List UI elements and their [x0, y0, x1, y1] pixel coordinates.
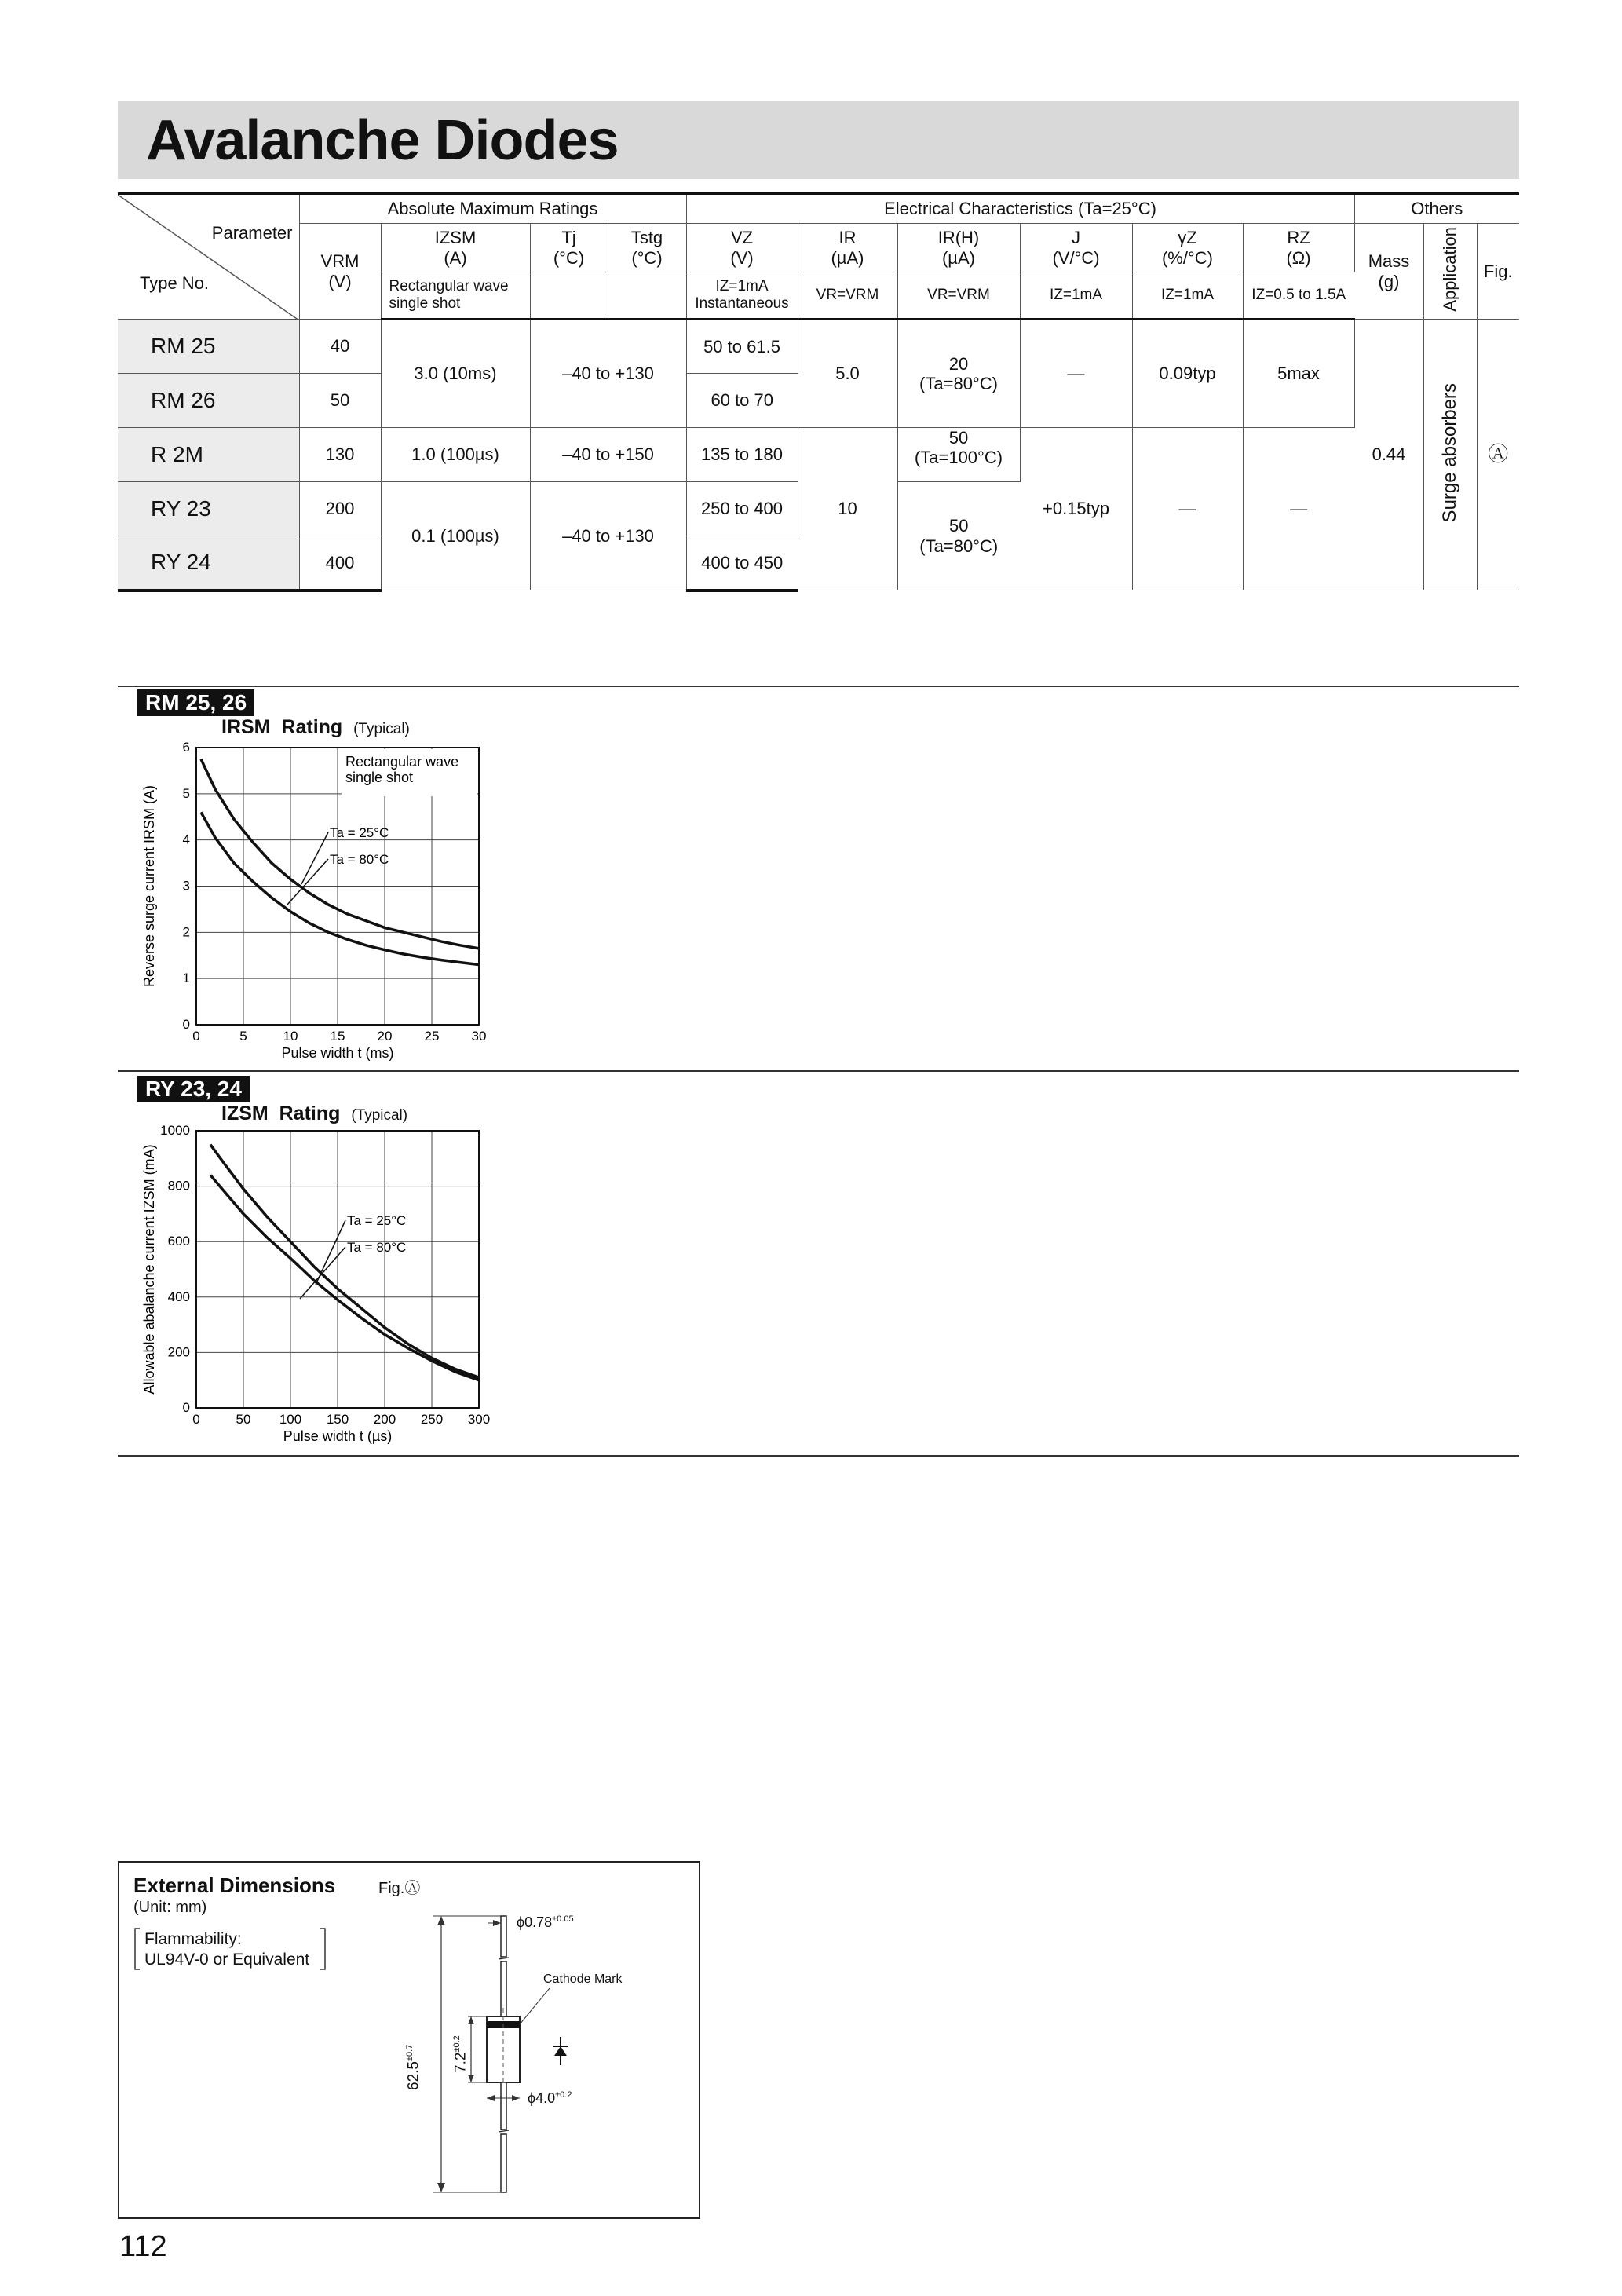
chart-izsm [133, 1113, 573, 1459]
y-tick-label: 5 [182, 785, 190, 801]
izsm-cell: 1.0 (100µs) [381, 428, 530, 482]
irh-condition: VR=VRM [897, 272, 1020, 320]
gz-cell: — [1132, 428, 1243, 590]
abs-max-header: Absolute Maximum Ratings [299, 194, 686, 224]
vz-cell: 135 to 180 [686, 428, 798, 482]
gz-cell: 0.09typ [1132, 320, 1243, 428]
total-length-label: $62.5^{\pm 0.7}$ [405, 2044, 422, 2090]
type-cell: RY 23 [118, 482, 299, 536]
cathode-mark-label: Cathode Mark [543, 1972, 623, 1986]
y-tick-label: 800 [167, 1178, 190, 1194]
arrow-down-icon [437, 2183, 445, 2192]
elec-char-header: Electrical Characteristics (Ta=25°C) [686, 194, 1354, 224]
j-condition: IZ=1mA [1020, 272, 1132, 320]
vrm-cell: 400 [299, 536, 381, 590]
legend-label: Ta = 25°C [347, 1213, 407, 1228]
arrow-up-icon [437, 1916, 445, 1925]
series-line-2 [210, 1175, 479, 1380]
title-bar [118, 101, 1519, 179]
mass-header: Mass (g) [1354, 224, 1423, 320]
external-dimensions-box [118, 1861, 700, 2219]
irh-cell: 20 (Ta=80°C) [897, 320, 1020, 428]
tj-tstg-cell: –40 to +150 [530, 428, 686, 482]
vz-cell: 50 to 61.5 [686, 320, 798, 374]
j-cell: +0.15typ [1020, 428, 1132, 590]
tstg-condition [608, 272, 686, 320]
j-header: J (V/°C) [1020, 224, 1132, 272]
chart-badge-rm: RM 25, 26 [137, 689, 254, 716]
gz-header: γZ (%/°C) [1132, 224, 1243, 272]
x-tick-label: 300 [467, 1412, 491, 1427]
section-divider [118, 686, 1519, 687]
fig-label: Fig.Ⓐ [378, 1880, 421, 1897]
param-type-corner [118, 194, 299, 320]
y-tick-label: 200 [167, 1344, 190, 1360]
izsm-cell: 3.0 (10ms) [381, 320, 530, 428]
type-cell: R 2M [118, 428, 299, 482]
type-cell: RM 26 [118, 374, 299, 428]
izsm-cell: 0.1 (100µs) [381, 482, 530, 590]
vrm-cell: 200 [299, 482, 381, 536]
y-tick-label: 4 [182, 832, 190, 847]
x-tick-label: 20 [377, 1029, 393, 1044]
izsm-header: IZSM (A) [381, 224, 530, 272]
type-cell: RY 24 [118, 536, 299, 590]
y-tick-label: 600 [167, 1234, 190, 1249]
type-cell: RM 25 [118, 320, 299, 374]
irh-cell: 50 (Ta=80°C) [897, 482, 1020, 590]
x-tick-label: 25 [424, 1029, 440, 1044]
parameter-label: Parameter [211, 223, 293, 243]
diode-symbol-icon [553, 2037, 568, 2065]
tstg-header: Tstg (°C) [608, 224, 686, 272]
x-tick-label: 10 [283, 1029, 298, 1044]
legend-label: Ta = 80°C [347, 1240, 407, 1255]
x-tick-label: 250 [420, 1412, 444, 1427]
page-number: 112 [119, 2230, 167, 2263]
chart-title-rm: IRSM Rating (Typical) [221, 716, 410, 738]
x-tick-label: 0 [192, 1412, 200, 1427]
chart-irsm [133, 730, 573, 1076]
x-tick-label: 15 [330, 1029, 345, 1044]
vrm-cell: 50 [299, 374, 381, 428]
tj-header: Tj (°C) [530, 224, 608, 272]
rz-header: RZ (Ω) [1243, 224, 1354, 272]
application-cell: Surge absorbers [1423, 320, 1477, 590]
chart-badge-ry: RY 23, 24 [137, 1076, 250, 1102]
y-tick-label: 1 [182, 971, 190, 986]
x-tick-label: 50 [236, 1412, 251, 1427]
legend-label: Ta = 80°C [330, 852, 389, 867]
ir-cell: 10 [798, 428, 897, 590]
x-tick-label: 0 [192, 1029, 200, 1044]
dims-heading: External Dimensions [133, 1874, 336, 1897]
chart-note: single shot [345, 770, 414, 785]
vrm-cell: 40 [299, 320, 381, 374]
j-cell: — [1020, 320, 1132, 428]
legend-label: Ta = 25°C [330, 825, 389, 840]
y-tick-label: 1000 [160, 1123, 190, 1138]
vrm-cell: 130 [299, 428, 381, 482]
x-tick-label: 5 [239, 1029, 247, 1044]
chart-title-ry: IZSM Rating (Typical) [221, 1102, 408, 1124]
y-axis-label: Reverse surge current IRSM (A) [141, 784, 157, 988]
rz-condition: IZ=0.5 to 1.5A [1243, 272, 1354, 320]
vz-cell: 250 to 400 [686, 482, 798, 536]
dims-unit: (Unit: mm) [133, 1899, 207, 1916]
flam-line2: UL94V-0 or Equivalent [144, 1951, 310, 1969]
y-axis-label: Allowable abalanche current IZSM (mA) [141, 1144, 157, 1395]
lead-top [501, 1916, 506, 1957]
lead-bottom-2 [501, 2134, 506, 2192]
others-header: Others [1354, 194, 1519, 224]
rz-cell: — [1243, 428, 1354, 590]
y-tick-label: 2 [182, 924, 190, 940]
ir-condition: VR=VRM [798, 272, 897, 320]
x-tick-label: 30 [471, 1029, 487, 1044]
x-tick-label: 150 [326, 1412, 349, 1427]
body-length-label: $7.2^{\pm 0.2}$ [452, 2035, 469, 2073]
type-no-label: Type No. [140, 273, 210, 293]
page-title: Avalanche Diodes [146, 109, 619, 172]
x-axis-label: Pulse width t (µs) [283, 1428, 393, 1444]
vz-cell: 60 to 70 [686, 374, 798, 428]
ir-cell: 5.0 [798, 320, 897, 428]
ir-header: IR (µA) [798, 224, 897, 272]
tj-tstg-cell: –40 to +130 [530, 482, 686, 590]
spec-table [118, 192, 1519, 592]
izsm-condition: Rectangular wave single shot [381, 272, 530, 320]
lead-bottom [501, 2082, 506, 2130]
rz-cell: 5max [1243, 320, 1354, 428]
tj-condition [530, 272, 608, 320]
series-line-1 [210, 1145, 479, 1378]
fig-cell: Ⓐ [1477, 320, 1519, 590]
vrm-header: VRM (V) [299, 224, 381, 320]
irh-cell: 50 (Ta=100°C) [897, 428, 1020, 482]
vz-condition: IZ=1mA Instantaneous [686, 272, 798, 320]
y-tick-label: 0 [182, 1017, 190, 1032]
irh-header: IR(H) (µA) [897, 224, 1020, 272]
vz-cell: 400 to 450 [686, 536, 798, 590]
x-tick-label: 100 [279, 1412, 302, 1427]
mass-cell: 0.44 [1354, 320, 1423, 590]
flam-line1: Flammability: [144, 1930, 242, 1948]
tj-tstg-cell: –40 to +130 [530, 320, 686, 428]
fig-header: Fig. [1477, 224, 1519, 320]
application-header: Application [1423, 224, 1477, 320]
y-tick-label: 6 [182, 740, 190, 755]
gz-condition: IZ=1mA [1132, 272, 1243, 320]
y-tick-label: 0 [182, 1400, 190, 1415]
x-tick-label: 200 [373, 1412, 396, 1427]
lead-diameter: $\phi 0.78^{\pm 0.05}$ [517, 1914, 574, 1930]
diode-drawing [119, 1863, 699, 2217]
chart-note: Rectangular wave [345, 754, 459, 770]
x-axis-label: Pulse width t (ms) [281, 1045, 394, 1061]
vz-header: VZ (V) [686, 224, 798, 272]
diagonal-line [118, 195, 299, 320]
body-diameter: $\phi 4.0^{\pm 0.2}$ [528, 2090, 572, 2106]
y-tick-label: 3 [182, 878, 190, 894]
y-tick-label: 400 [167, 1289, 190, 1304]
